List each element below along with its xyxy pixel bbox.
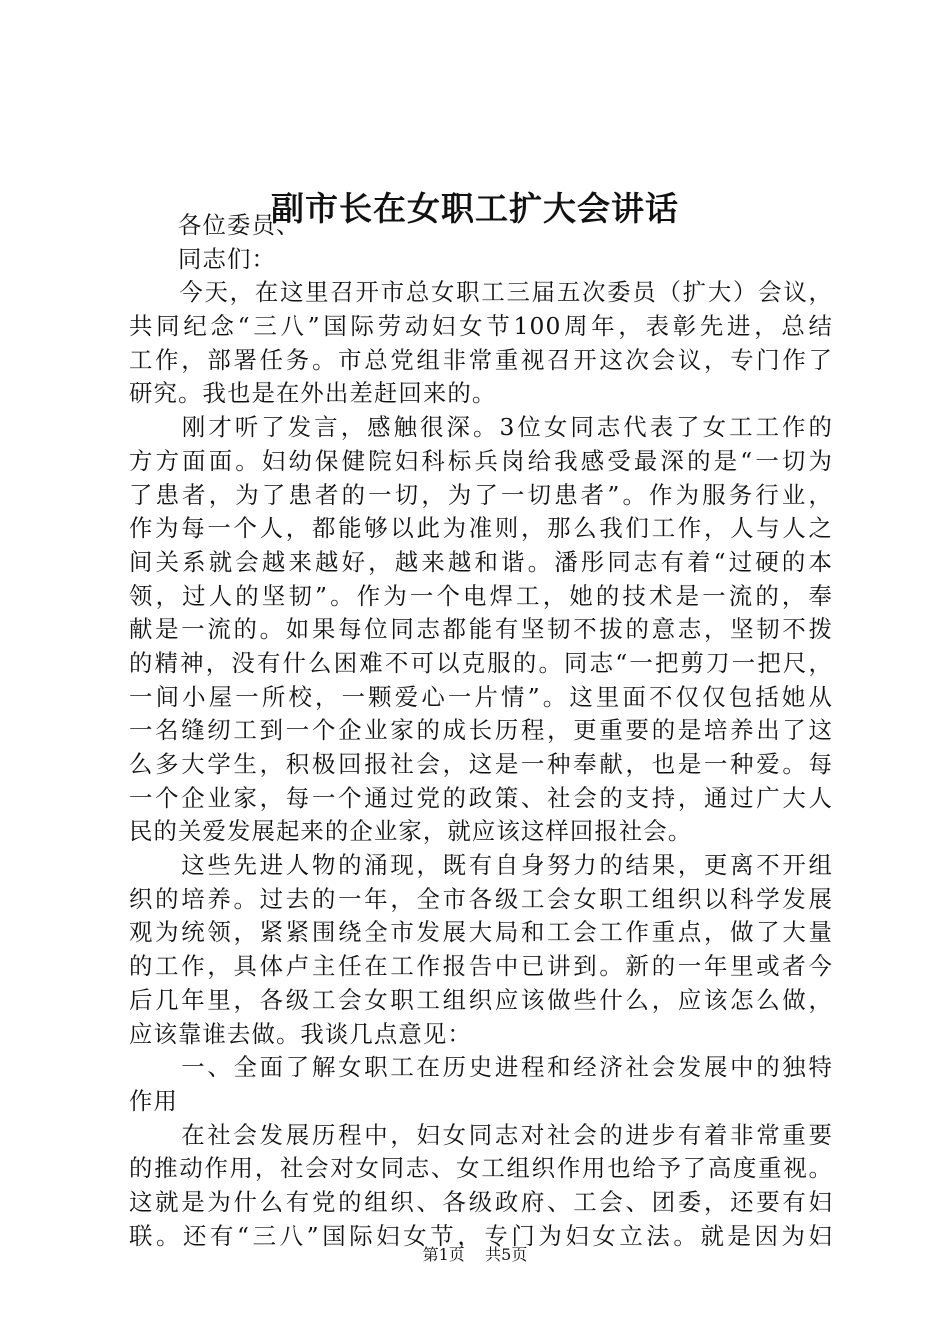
body-line: 共同纪念“三八”国际劳动妇女节100周年，表彰先进，总结 bbox=[129, 312, 833, 341]
body-line: 这就是为什么有党的组织、各级政府、工会、团委，还要有妇 bbox=[129, 1187, 833, 1216]
body-line: 应该靠谁去做。我谈几点意见： bbox=[129, 1019, 472, 1048]
page-footer bbox=[0, 1244, 950, 1266]
body-line: 一名缝纫工到一个企业家的成长历程，更重要的是培养出了这 bbox=[129, 716, 833, 745]
page-total: 共5页 bbox=[485, 1245, 528, 1264]
body-line: 一个企业家，每一个通过党的政策、社会的支持，通过广大人 bbox=[129, 783, 833, 812]
document-body bbox=[129, 209, 833, 1253]
body-line: 间关系就会越来越好，越来越和谐。潘彤同志有着“过硬的本 bbox=[129, 547, 833, 576]
body-line: 研究。我也是在外出差赶回来的。 bbox=[129, 379, 497, 408]
body-line: 同志们： bbox=[129, 244, 276, 273]
body-line: 今天，在这里召开市总女职工三届五次委员（扩大）会议， bbox=[129, 278, 833, 307]
body-line: 献是一流的。如果每位同志都能有坚韧不拔的意志，坚韧不拨 bbox=[129, 615, 833, 644]
body-line: 方方面面。妇幼保健院妇科标兵岗给我感受最深的是“一切为 bbox=[129, 446, 833, 475]
page-number: 第1页 bbox=[422, 1245, 465, 1264]
body-line: 工作，部署任务。市总党组非常重视召开这次会议，专门作了 bbox=[129, 345, 833, 374]
body-line: 的精神，没有什么困难不可以克服的。同志“一把剪刀一把尺， bbox=[129, 648, 833, 677]
body-line: 在社会发展历程中，妇女同志对社会的进步有着非常重要 bbox=[129, 1120, 833, 1149]
body-line: 观为统领，紧紧围绕全市发展大局和工会工作重点，做了大量 bbox=[129, 918, 833, 947]
document-title: 副市长在女职工扩大会讲话 bbox=[271, 189, 679, 228]
body-line: 领，过人的坚韧”。作为一个电焊工，她的技术是一流的，奉 bbox=[129, 581, 833, 610]
body-line: 民的关爱发展起来的企业家，就应该这样回报社会。 bbox=[129, 817, 693, 846]
footer-gap bbox=[470, 1245, 480, 1264]
body-line: 各位委员、 bbox=[129, 211, 301, 239]
body-line: 这些先进人物的涌现，既有自身努力的结果，更离不开组 bbox=[129, 851, 833, 880]
body-line: 了患者，为了患者的一切，为了一切患者”。作为服务行业， bbox=[129, 480, 833, 509]
body-line: 么多大学生，积极回报社会，这是一种奉献，也是一种爱。每 bbox=[129, 750, 833, 778]
body-line: 的推动作用，社会对女同志、女工组织作用也给予了高度重视。 bbox=[129, 1154, 833, 1183]
body-line: 刚才听了发言，感触很深。3位女同志代表了女工工作的 bbox=[129, 413, 833, 442]
body-line: 作用 bbox=[129, 1086, 178, 1115]
body-line: 一、全面了解女职工在历史进程和经济社会发展中的独特 bbox=[129, 1053, 833, 1082]
body-line: 作为每一个人，都能够以此为准则，那么我们工作，人与人之 bbox=[129, 514, 833, 543]
body-line: 后几年里，各级工会女职工组织应该做些什么，应该怎么做， bbox=[129, 985, 833, 1014]
body-line: 织的培养。过去的一年，全市各级工会女职工组织以科学发展 bbox=[129, 884, 833, 913]
body-line: 联。还有“三八”国际妇女节，专门为妇女立法。就是因为妇 bbox=[129, 1221, 833, 1250]
body-line: 的工作，具体卢主任在工作报告中已讲到。新的一年里或者今 bbox=[129, 952, 833, 981]
body-line: 一间小屋一所校，一颗爱心一片情”。这里面不仅仅包括她从 bbox=[129, 682, 833, 711]
